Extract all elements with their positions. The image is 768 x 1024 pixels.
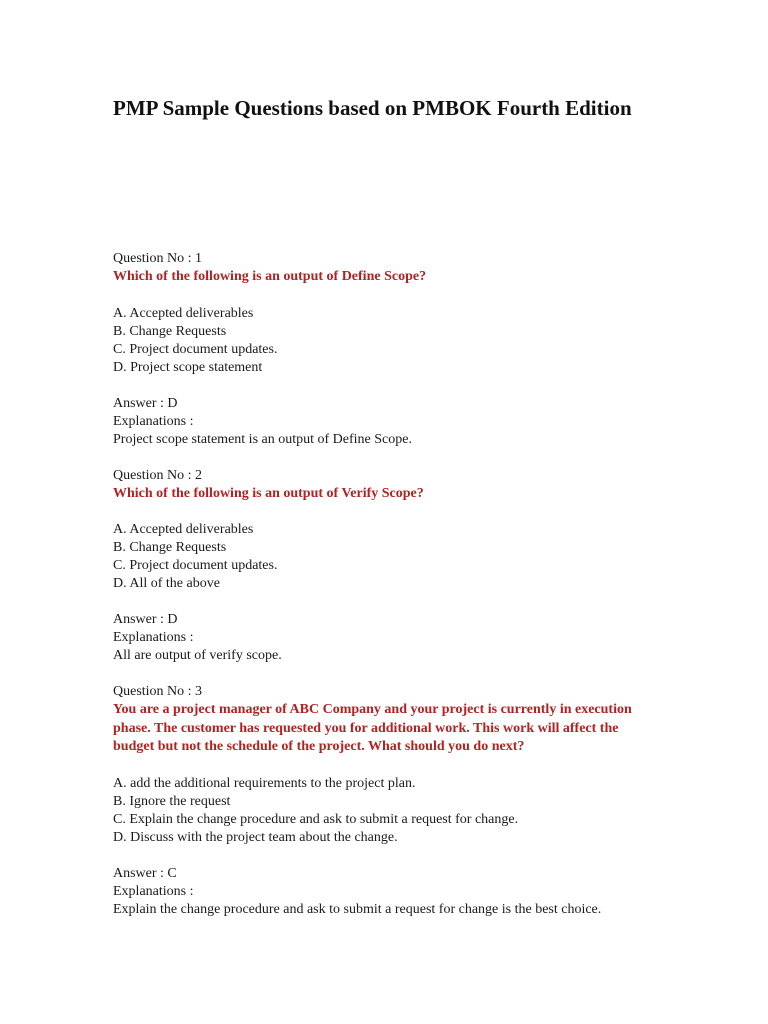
answer-options	[113, 521, 673, 593]
option-b: B. Change Requests	[113, 540, 227, 555]
question-2	[113, 467, 673, 666]
answer-block	[113, 865, 673, 919]
option-a: A. Accepted deliverables	[113, 305, 254, 321]
question-text: You are a project manager of ABC Company and your project is currently in execution phase. The customer has requested you for additional work. This work will affect the budget but not the schedule of the project. What should you do next?	[113, 702, 632, 754]
option-c: C. Project document updates.	[113, 558, 278, 573]
explanation-label: Explanations :	[113, 630, 194, 645]
answer: Answer : D	[113, 612, 178, 627]
question-number: Question No : 1	[113, 251, 203, 266]
option-b: B. Change Requests	[113, 323, 227, 339]
answer-options	[113, 305, 673, 377]
explanation-label: Explanations :	[113, 413, 194, 429]
option-d: D. Discuss with the project team about the change.	[113, 829, 398, 845]
question-1	[113, 250, 673, 449]
question-text: Which of the following is an output of Define Scope?	[113, 269, 427, 284]
answer-block	[113, 395, 673, 449]
answer: Answer : D	[113, 395, 178, 411]
option-d: D. All of the above	[113, 576, 220, 591]
option-c: C. Project document updates.	[113, 341, 278, 357]
question-number: Question No : 3	[113, 684, 203, 699]
answer: Answer : C	[113, 865, 177, 881]
option-d: D. Project scope statement	[113, 359, 263, 375]
option-c: C. Explain the change procedure and ask to submit a request for change.	[113, 811, 519, 827]
explanation-text: Project scope statement is an output of Define Scope.	[113, 431, 412, 447]
explanation-label: Explanations :	[113, 883, 194, 899]
question-text: Which of the following is an output of Verify Scope?	[113, 485, 424, 501]
explanation-text: Explain the change procedure and ask to submit a request for change is the best choice.	[113, 901, 602, 917]
question-number: Question No : 2	[113, 467, 203, 483]
question-3	[113, 683, 673, 919]
option-a: A. Accepted deliverables	[113, 522, 254, 537]
document-page	[113, 94, 673, 937]
document-title: PMP Sample Questions based on PMBOK Fourth Edition	[113, 96, 632, 120]
answer-options	[113, 775, 673, 847]
option-b: B. Ignore the request	[113, 793, 231, 809]
explanation-text: All are output of verify scope.	[113, 648, 282, 663]
question-list	[113, 250, 673, 919]
answer-block	[113, 611, 673, 665]
option-a: A. add the additional requirements to the project plan.	[113, 775, 416, 791]
